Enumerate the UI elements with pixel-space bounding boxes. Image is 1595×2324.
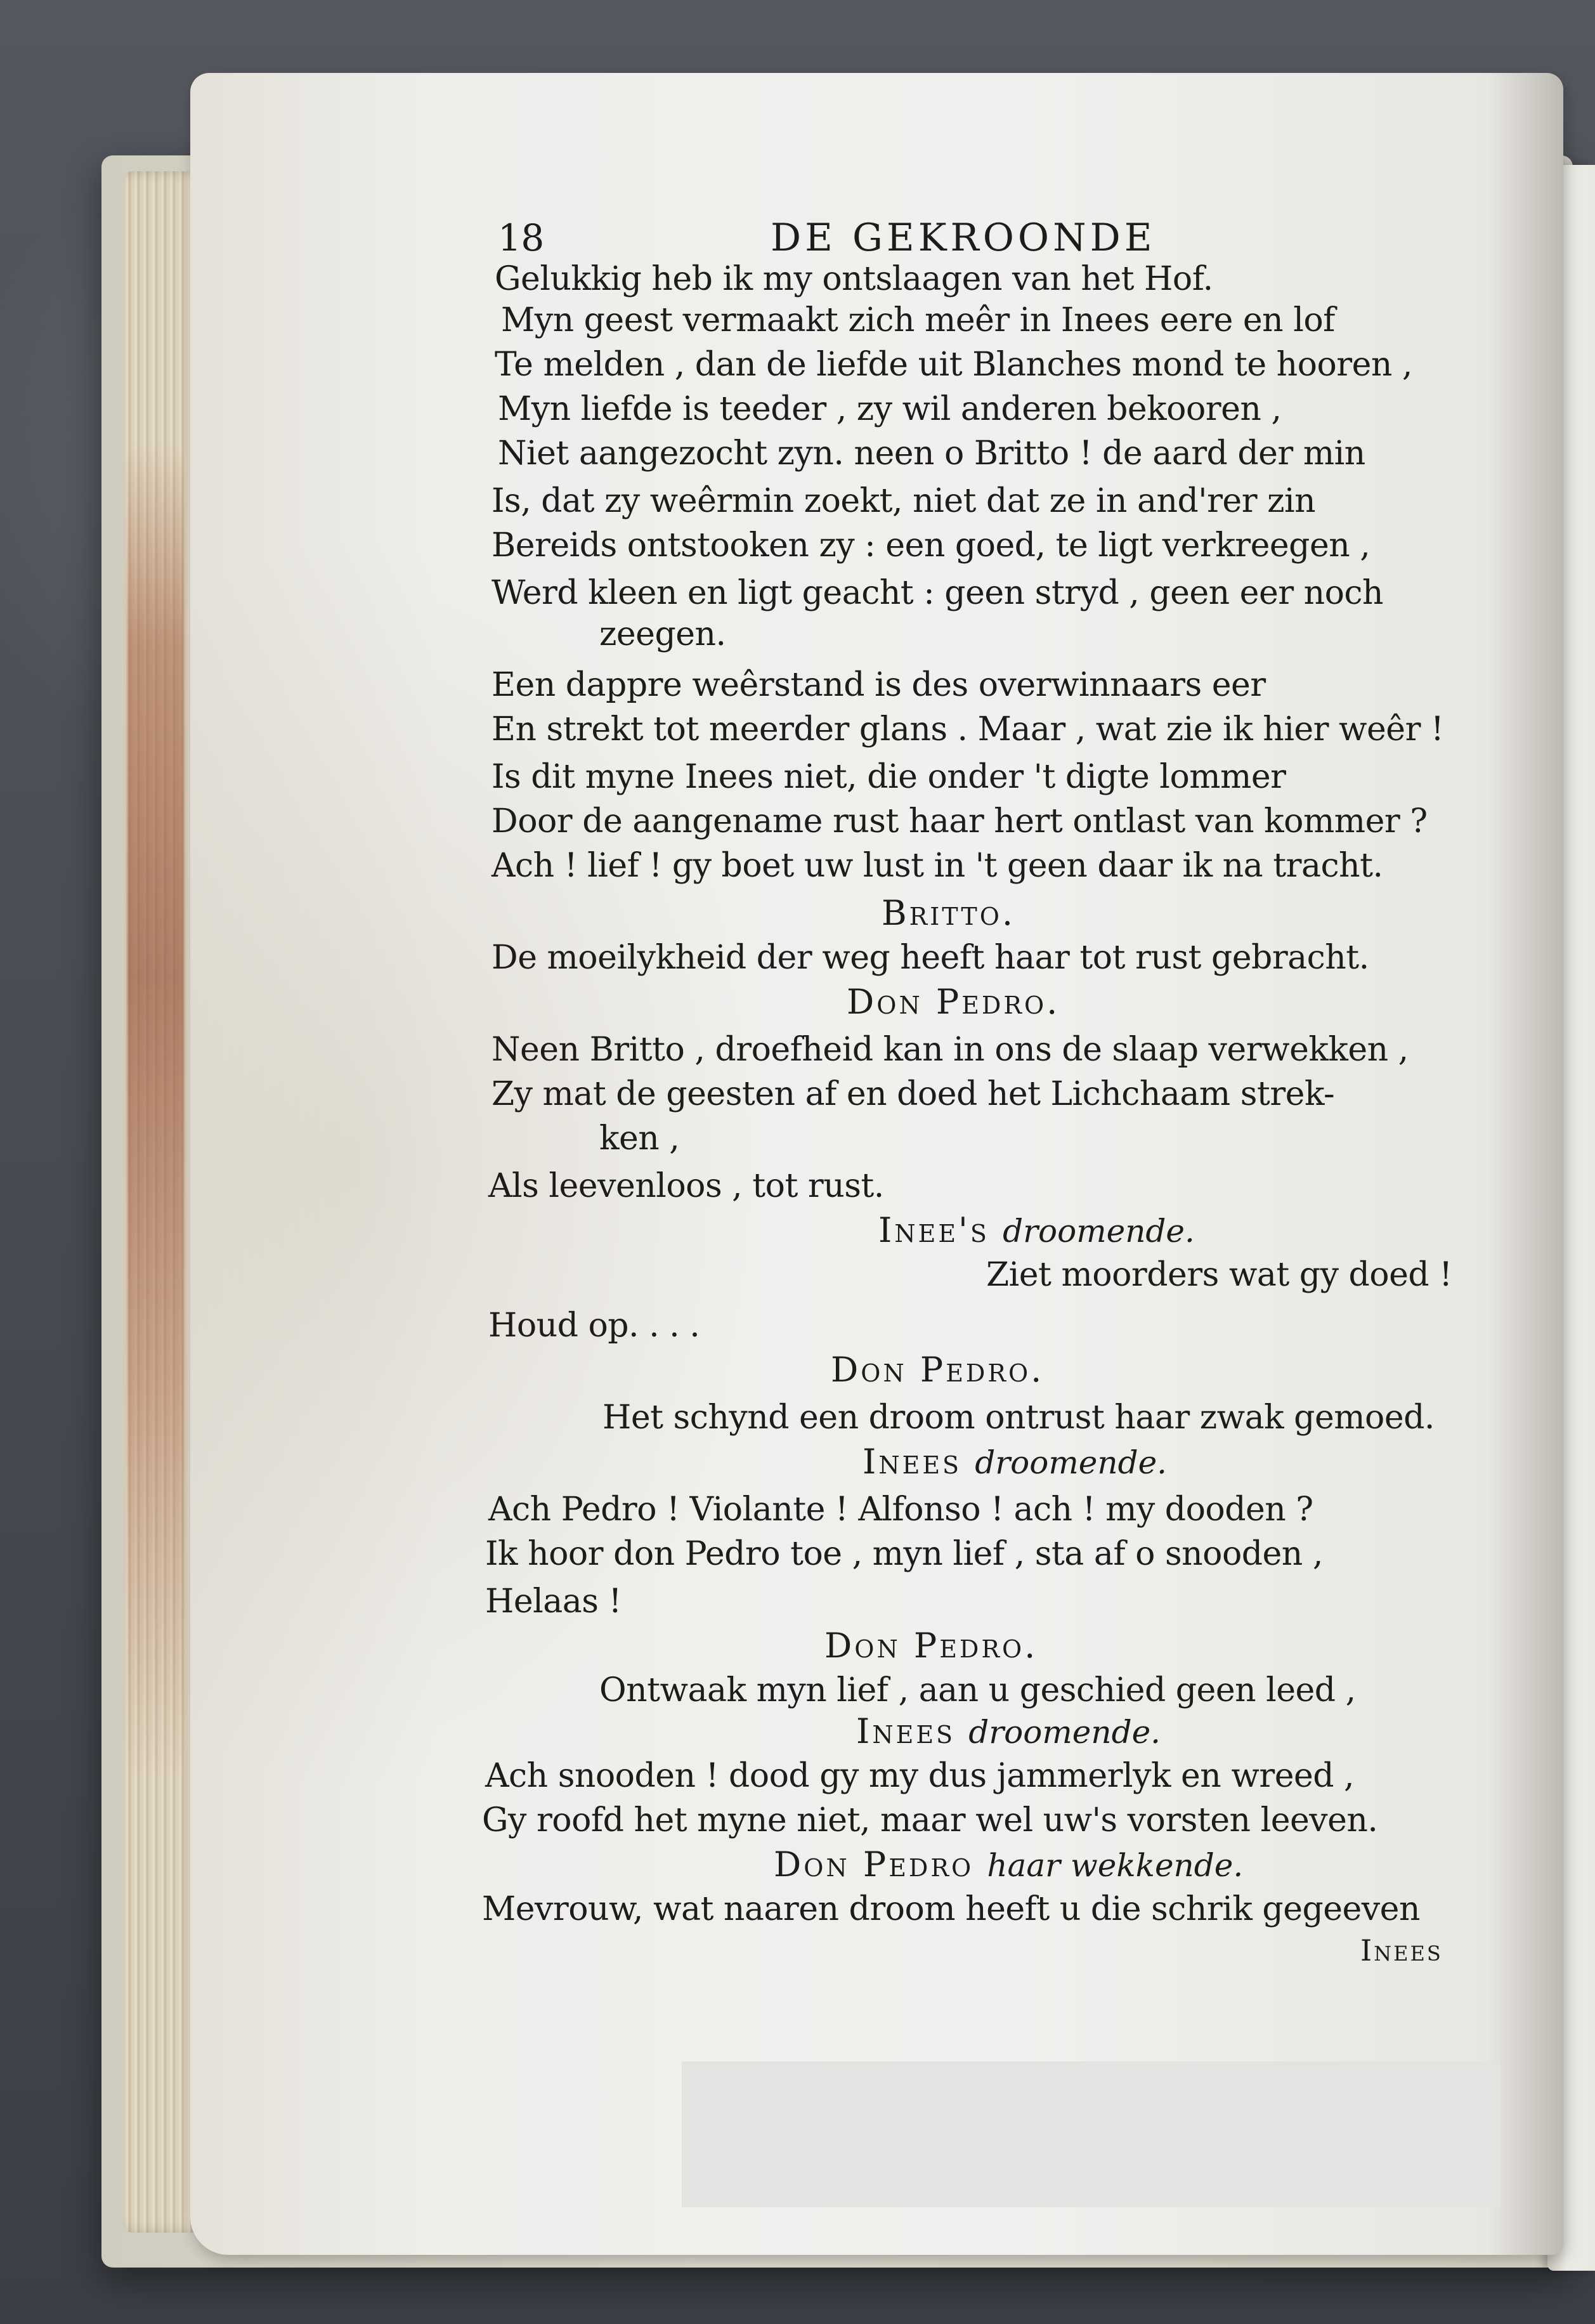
verse-line: Ach ! lief ! gy boet uw lust in 't geen daar ik na tracht. — [492, 847, 1383, 885]
verse-line: De moeilykheid der weg heeft haar tot rust gebracht. — [492, 939, 1369, 977]
speaker-inees — [878, 1211, 1195, 1250]
speaker-name: Don Pedro — [774, 1844, 974, 1884]
running-head: DE GEKROONDE — [771, 216, 1156, 260]
stage-direction: droomende. — [968, 1714, 1161, 1751]
speaker-name: Inee's — [878, 1210, 989, 1250]
verse-line: Is dit myne Inees niet, die onder 't digte lommer — [492, 758, 1286, 796]
speaker-inees — [863, 1443, 1167, 1482]
speaker-britto: Britto. — [882, 893, 1016, 933]
verse-line: Zy mat de geesten af en doed het Lichchaam strek- — [492, 1075, 1335, 1113]
verse-line: Gelukkig heb ik my ontslaagen van het Hof. — [495, 260, 1213, 298]
verse-line: Ach snooden ! dood gy my dus jammerlyk en wreed , — [485, 1757, 1355, 1795]
catchword: Inees — [1360, 1933, 1443, 1968]
verse-line: Ontwaak myn lief , aan u geschied geen leed , — [599, 1671, 1356, 1709]
verse-line: Het schynd een droom ontrust haar zwak gemoed. — [602, 1399, 1435, 1437]
verse-line: Is, dat zy weêrmin zoekt, niet dat ze in and'rer zin — [492, 482, 1316, 520]
verse-line-turnover: ken , — [599, 1120, 680, 1158]
stage-direction: droomende. — [975, 1444, 1168, 1481]
speaker-don-pedro: Don Pedro. — [824, 1626, 1038, 1666]
speaker-don-pedro — [774, 1846, 1243, 1884]
verse-line: Myn liefde is teeder , zy wil anderen bekooren , — [498, 390, 1282, 428]
verse-line: Als leevenloos , tot rust. — [488, 1167, 884, 1205]
verse-line: Houd op. . . . — [488, 1307, 700, 1345]
speaker-don-pedro: Don Pedro. — [847, 982, 1060, 1022]
verse-line: Ik hoor don Pedro toe , myn lief , sta af o snooden , — [485, 1535, 1323, 1573]
verse-line: Ach Pedro ! Violante ! Alfonso ! ach ! my dooden ? — [488, 1491, 1313, 1529]
verse-line: Gy roofd het myne niet, maar wel uw's vorsten leeven. — [482, 1801, 1378, 1839]
redacted-area — [682, 2061, 1500, 2207]
page-number: 18 — [498, 216, 544, 259]
verse-line: Door de aangename rust haar hert ontlast van kommer ? — [492, 802, 1428, 840]
speaker-name: Inees — [863, 1442, 962, 1482]
verse-line: Niet aangezocht zyn. neen o Britto ! de aard der min — [498, 434, 1365, 473]
verse-line: Neen Britto , droefheid kan in ons de slaap verwekken , — [492, 1031, 1409, 1069]
speaker-name: Inees — [856, 1711, 956, 1751]
stage-direction: haar wekkende. — [987, 1847, 1244, 1884]
verse-line: Mevrouw, wat naaren droom heeft u die schrik gegeeven — [482, 1890, 1420, 1928]
verse-line: Myn geest vermaakt zich meêr in Inees eere en lof — [501, 301, 1335, 339]
verse-line: Een dappre weêrstand is des overwinnaars eer — [492, 666, 1266, 704]
verse-line: Te melden , dan de liefde uit Blanches mond te hooren , — [495, 346, 1412, 384]
speaker-inees — [856, 1713, 1161, 1751]
verse-line: Bereids ontstooken zy : een goed, te ligt verkreegen , — [492, 526, 1370, 565]
verse-line: Ziet moorders wat gy doed ! — [986, 1256, 1452, 1294]
verse-line: Werd kleen en ligt geacht : geen stryd , geen eer noch — [492, 574, 1384, 612]
verse-line-turnover: zeegen. — [599, 615, 726, 653]
stage-direction: droomende. — [1003, 1213, 1195, 1250]
speaker-don-pedro: Don Pedro. — [831, 1350, 1045, 1390]
verse-line: Helaas ! — [485, 1583, 622, 1621]
verse-line: En strekt tot meerder glans . Maar , wat zie ik hier weêr ! — [492, 710, 1444, 748]
